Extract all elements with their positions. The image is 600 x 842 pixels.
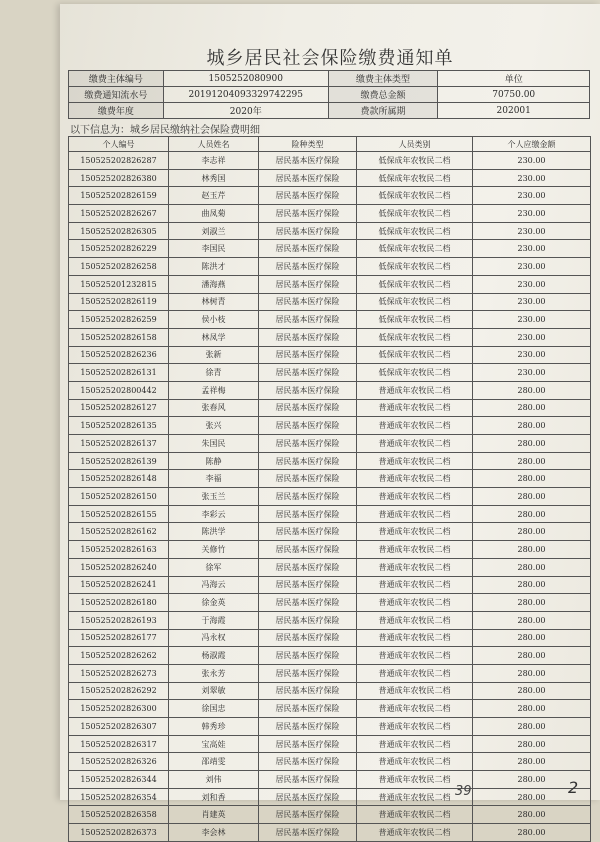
cell-person-category: 低保成年农牧民二档	[357, 240, 473, 258]
cell-person-name: 李国民	[169, 240, 259, 258]
table-row	[69, 647, 591, 665]
cell-person-category: 普通成年农牧民二档	[357, 452, 473, 470]
cell-person-category: 低保成年农牧民二档	[357, 187, 473, 205]
table-row	[69, 753, 591, 771]
table-row	[69, 328, 591, 346]
cell-person-id: 150525202826162	[69, 523, 169, 541]
cell-amount-due: 230.00	[473, 258, 591, 276]
cell-insurance-type: 居民基本医疗保险	[259, 664, 357, 682]
cell-person-name: 张春风	[169, 399, 259, 417]
cell-person-category: 普通成年农牧民二档	[357, 629, 473, 647]
cell-person-name: 张永芳	[169, 664, 259, 682]
cell-person-category: 普通成年农牧民二档	[357, 682, 473, 700]
cell-person-category: 普通成年农牧民二档	[357, 806, 473, 824]
table-row	[69, 735, 591, 753]
cell-person-name: 徐金英	[169, 594, 259, 612]
cell-amount-due: 230.00	[473, 169, 591, 187]
cell-person-category: 普通成年农牧民二档	[357, 611, 473, 629]
cell-insurance-type: 居民基本医疗保险	[259, 523, 357, 541]
table-row	[69, 629, 591, 647]
cell-person-id: 150525202826155	[69, 505, 169, 523]
table-row	[69, 346, 591, 364]
cell-person-category: 普通成年农牧民二档	[357, 435, 473, 453]
cell-insurance-type: 居民基本医疗保险	[259, 682, 357, 700]
cell-amount-due: 280.00	[473, 505, 591, 523]
table-row	[69, 417, 591, 435]
cell-amount-due: 280.00	[473, 718, 591, 736]
cell-person-name: 宝高娃	[169, 735, 259, 753]
cell-amount-due: 280.00	[473, 417, 591, 435]
cell-person-id: 150525202826305	[69, 222, 169, 240]
table-row	[69, 470, 591, 488]
cell-insurance-type: 居民基本医疗保险	[259, 753, 357, 771]
cell-person-id: 150525202826262	[69, 647, 169, 665]
cell-person-id: 150525202826380	[69, 169, 169, 187]
year-label: 缴费年度	[69, 103, 164, 119]
cell-person-id: 150525202826267	[69, 205, 169, 223]
cell-person-id: 150525202826148	[69, 470, 169, 488]
cell-insurance-type: 居民基本医疗保险	[259, 293, 357, 311]
cell-person-name: 林凤学	[169, 328, 259, 346]
cell-person-category: 普通成年农牧民二档	[357, 771, 473, 789]
table-row	[69, 258, 591, 276]
cell-amount-due: 280.00	[473, 488, 591, 506]
cell-insurance-type: 居民基本医疗保险	[259, 417, 357, 435]
cell-person-category: 普通成年农牧民二档	[357, 753, 473, 771]
cell-person-id: 150525202826177	[69, 629, 169, 647]
cell-amount-due: 230.00	[473, 222, 591, 240]
cell-amount-due: 280.00	[473, 381, 591, 399]
cell-person-id: 150525202826292	[69, 682, 169, 700]
cell-insurance-type: 居民基本医疗保险	[259, 505, 357, 523]
notice-sheet	[60, 4, 600, 837]
table-row	[69, 611, 591, 629]
cell-insurance-type: 居民基本医疗保险	[259, 364, 357, 382]
cell-person-category: 低保成年农牧民二档	[357, 328, 473, 346]
unit-code-value: 1505252080900	[163, 71, 328, 87]
cell-person-category: 普通成年农牧民二档	[357, 488, 473, 506]
cell-person-id: 150525202826307	[69, 718, 169, 736]
cell-insurance-type: 居民基本医疗保险	[259, 240, 357, 258]
cell-amount-due: 280.00	[473, 735, 591, 753]
cell-person-name: 刘和香	[169, 788, 259, 806]
cell-insurance-type: 居民基本医疗保险	[259, 700, 357, 718]
cell-amount-due: 280.00	[473, 788, 591, 806]
cell-person-id: 150525202826119	[69, 293, 169, 311]
cell-person-id: 150525202826158	[69, 328, 169, 346]
cell-amount-due: 280.00	[473, 824, 591, 842]
cell-insurance-type: 居民基本医疗保险	[259, 222, 357, 240]
cell-amount-due: 280.00	[473, 399, 591, 417]
cell-person-name: 林树青	[169, 293, 259, 311]
notice-no-label: 缴费通知流水号	[69, 87, 164, 103]
cell-person-category: 普通成年农牧民二档	[357, 541, 473, 559]
cell-person-name: 冯永权	[169, 629, 259, 647]
cell-insurance-type: 居民基本医疗保险	[259, 435, 357, 453]
cell-person-name: 陈静	[169, 452, 259, 470]
cell-insurance-type: 居民基本医疗保险	[259, 205, 357, 223]
cell-person-name: 刘伟	[169, 771, 259, 789]
unit-code-label: 缴费主体编号	[69, 71, 164, 87]
cell-insurance-type: 居民基本医疗保险	[259, 452, 357, 470]
cell-person-name: 朱国民	[169, 435, 259, 453]
cell-amount-due: 280.00	[473, 576, 591, 594]
cell-insurance-type: 居民基本医疗保险	[259, 381, 357, 399]
cell-amount-due: 230.00	[473, 311, 591, 329]
cell-person-name: 曲凤菊	[169, 205, 259, 223]
cell-insurance-type: 居民基本医疗保险	[259, 311, 357, 329]
table-row	[69, 364, 591, 382]
cell-person-id: 150525202800442	[69, 381, 169, 399]
cell-person-name: 陈洪学	[169, 523, 259, 541]
cell-person-name: 李彩云	[169, 505, 259, 523]
table-row	[69, 771, 591, 789]
detail-header-row	[69, 137, 591, 152]
cell-person-id: 150525202826326	[69, 753, 169, 771]
detail-table	[68, 136, 591, 842]
cell-person-name: 徐军	[169, 558, 259, 576]
table-row	[69, 788, 591, 806]
cell-person-name: 关修竹	[169, 541, 259, 559]
cell-person-name: 李会林	[169, 824, 259, 842]
cell-person-id: 150525202826358	[69, 806, 169, 824]
table-row	[69, 541, 591, 559]
unit-type-label: 缴费主体类型	[328, 71, 438, 87]
cell-person-name: 李志祥	[169, 152, 259, 170]
cell-person-category: 普通成年农牧民二档	[357, 558, 473, 576]
cell-person-name: 肖建英	[169, 806, 259, 824]
cell-insurance-type: 居民基本医疗保险	[259, 558, 357, 576]
table-row	[69, 558, 591, 576]
cell-person-name: 刘淑兰	[169, 222, 259, 240]
cell-amount-due: 280.00	[473, 523, 591, 541]
cell-insurance-type: 居民基本医疗保险	[259, 169, 357, 187]
cell-person-name: 张兴	[169, 417, 259, 435]
cell-person-category: 普通成年农牧民二档	[357, 735, 473, 753]
cell-person-id: 150525202826150	[69, 488, 169, 506]
table-row	[69, 381, 591, 399]
column-header-insurance-type: 险种类型	[259, 137, 357, 152]
cell-person-id: 150525202826344	[69, 771, 169, 789]
cell-person-category: 普通成年农牧民二档	[357, 824, 473, 842]
year-value: 2020年	[163, 103, 328, 119]
cell-person-id: 150525201232815	[69, 275, 169, 293]
cell-person-category: 普通成年农牧民二档	[357, 576, 473, 594]
cell-amount-due: 230.00	[473, 275, 591, 293]
cell-amount-due: 230.00	[473, 293, 591, 311]
notice-no-value: 20191204093329742295	[163, 87, 328, 103]
cell-person-category: 低保成年农牧民二档	[357, 364, 473, 382]
cell-insurance-type: 居民基本医疗保险	[259, 346, 357, 364]
cell-person-id: 150525202826193	[69, 611, 169, 629]
cell-person-category: 低保成年农牧民二档	[357, 152, 473, 170]
cell-person-id: 150525202826236	[69, 346, 169, 364]
cell-insurance-type: 居民基本医疗保险	[259, 275, 357, 293]
cell-insurance-type: 居民基本医疗保险	[259, 328, 357, 346]
cell-amount-due: 280.00	[473, 541, 591, 559]
cell-amount-due: 280.00	[473, 470, 591, 488]
cell-person-id: 150525202826273	[69, 664, 169, 682]
cell-amount-due: 280.00	[473, 629, 591, 647]
unit-type-value: 单位	[438, 71, 590, 87]
handwritten-corner-mark: 2	[568, 778, 579, 797]
cell-insurance-type: 居民基本医疗保险	[259, 470, 357, 488]
cell-person-category: 普通成年农牧民二档	[357, 647, 473, 665]
cell-insurance-type: 居民基本医疗保险	[259, 806, 357, 824]
cell-person-id: 150525202826317	[69, 735, 169, 753]
table-row	[69, 222, 591, 240]
column-header-person-id: 个人编号	[69, 137, 169, 152]
table-row	[69, 169, 591, 187]
total-value: 70750.00	[438, 87, 590, 103]
table-row	[69, 718, 591, 736]
cell-person-category: 低保成年农牧民二档	[357, 293, 473, 311]
cell-amount-due: 280.00	[473, 753, 591, 771]
cell-person-category: 低保成年农牧民二档	[357, 311, 473, 329]
cell-person-name: 赵玉芹	[169, 187, 259, 205]
cell-amount-due: 280.00	[473, 806, 591, 824]
cell-person-id: 150525202826127	[69, 399, 169, 417]
table-row	[69, 399, 591, 417]
cell-person-id: 150525202826180	[69, 594, 169, 612]
cell-insurance-type: 居民基本医疗保险	[259, 629, 357, 647]
cell-person-category: 低保成年农牧民二档	[357, 205, 473, 223]
cell-person-category: 普通成年农牧民二档	[357, 788, 473, 806]
table-row	[69, 435, 591, 453]
cell-insurance-type: 居民基本医疗保险	[259, 152, 357, 170]
cell-person-id: 150525202826163	[69, 541, 169, 559]
cell-amount-due: 280.00	[473, 558, 591, 576]
table-row	[69, 275, 591, 293]
table-row	[69, 824, 591, 842]
document-title: 城乡居民社会保险缴费通知单	[206, 48, 454, 69]
table-row	[69, 311, 591, 329]
table-row	[69, 682, 591, 700]
table-row	[69, 488, 591, 506]
cell-person-category: 普通成年农牧民二档	[357, 664, 473, 682]
cell-amount-due: 230.00	[473, 328, 591, 346]
table-row	[69, 205, 591, 223]
cell-amount-due: 230.00	[473, 346, 591, 364]
cell-person-name: 陈洪才	[169, 258, 259, 276]
cell-amount-due: 230.00	[473, 364, 591, 382]
column-header-amount-due: 个人应缴金额	[473, 137, 591, 152]
cell-person-category: 普通成年农牧民二档	[357, 700, 473, 718]
cell-person-name: 张新	[169, 346, 259, 364]
cell-person-id: 150525202826258	[69, 258, 169, 276]
cell-amount-due: 230.00	[473, 240, 591, 258]
cell-insurance-type: 居民基本医疗保险	[259, 771, 357, 789]
cell-person-category: 普通成年农牧民二档	[357, 718, 473, 736]
cell-insurance-type: 居民基本医疗保险	[259, 488, 357, 506]
cell-person-name: 潘海燕	[169, 275, 259, 293]
cell-person-category: 低保成年农牧民二档	[357, 169, 473, 187]
cell-amount-due: 280.00	[473, 452, 591, 470]
cell-person-name: 冯海云	[169, 576, 259, 594]
cell-person-name: 张玉兰	[169, 488, 259, 506]
cell-insurance-type: 居民基本医疗保险	[259, 718, 357, 736]
cell-amount-due: 280.00	[473, 647, 591, 665]
cell-insurance-type: 居民基本医疗保险	[259, 824, 357, 842]
cell-person-category: 普通成年农牧民二档	[357, 594, 473, 612]
cell-person-category: 低保成年农牧民二档	[357, 258, 473, 276]
cell-person-name: 孟祥梅	[169, 381, 259, 399]
cell-insurance-type: 居民基本医疗保险	[259, 541, 357, 559]
cell-person-category: 低保成年农牧民二档	[357, 346, 473, 364]
cell-amount-due: 280.00	[473, 771, 591, 789]
cell-person-name: 刘翠敏	[169, 682, 259, 700]
cell-person-category: 普通成年农牧民二档	[357, 399, 473, 417]
table-row	[69, 806, 591, 824]
cell-amount-due: 280.00	[473, 682, 591, 700]
cell-person-category: 普通成年农牧民二档	[357, 470, 473, 488]
cell-insurance-type: 居民基本医疗保险	[259, 258, 357, 276]
cell-person-name: 徐青	[169, 364, 259, 382]
info-line: 以下信息为：城乡居民缴纳社会保险费明细	[70, 125, 260, 136]
cell-person-id: 150525202826287	[69, 152, 169, 170]
cell-person-name: 韩秀珍	[169, 718, 259, 736]
cell-person-name: 侯小枝	[169, 311, 259, 329]
table-row	[69, 523, 591, 541]
cell-person-id: 150525202826300	[69, 700, 169, 718]
cell-insurance-type: 居民基本医疗保险	[259, 788, 357, 806]
cell-person-category: 普通成年农牧民二档	[357, 381, 473, 399]
cell-insurance-type: 居民基本医疗保险	[259, 594, 357, 612]
cell-person-id: 150525202826373	[69, 824, 169, 842]
cell-person-category: 普通成年农牧民二档	[357, 523, 473, 541]
table-row	[69, 664, 591, 682]
cell-person-name: 徐国忠	[169, 700, 259, 718]
cell-insurance-type: 居民基本医疗保险	[259, 647, 357, 665]
cell-person-name: 邵靖雯	[169, 753, 259, 771]
cell-insurance-type: 居民基本医疗保险	[259, 735, 357, 753]
cell-person-name: 于海霞	[169, 611, 259, 629]
cell-amount-due: 230.00	[473, 152, 591, 170]
cell-person-id: 150525202826159	[69, 187, 169, 205]
table-row	[69, 576, 591, 594]
table-row	[69, 700, 591, 718]
table-row	[69, 187, 591, 205]
cell-person-name: 林秀国	[169, 169, 259, 187]
period-label: 费款所属期	[328, 103, 438, 119]
table-row	[69, 594, 591, 612]
cell-amount-due: 280.00	[473, 664, 591, 682]
total-label: 缴费总金额	[328, 87, 438, 103]
cell-person-category: 低保成年农牧民二档	[357, 275, 473, 293]
table-row	[69, 152, 591, 170]
header-table	[68, 70, 590, 119]
column-header-person-name: 人员姓名	[169, 137, 259, 152]
cell-person-category: 低保成年农牧民二档	[357, 222, 473, 240]
handwritten-page-mark: 39	[455, 784, 472, 799]
cell-insurance-type: 居民基本医疗保险	[259, 611, 357, 629]
cell-person-id: 150525202826229	[69, 240, 169, 258]
cell-person-id: 150525202826139	[69, 452, 169, 470]
cell-person-name: 李福	[169, 470, 259, 488]
cell-person-id: 150525202826240	[69, 558, 169, 576]
cell-insurance-type: 居民基本医疗保险	[259, 187, 357, 205]
cell-amount-due: 280.00	[473, 594, 591, 612]
cell-person-category: 普通成年农牧民二档	[357, 417, 473, 435]
table-row	[69, 452, 591, 470]
cell-insurance-type: 居民基本医疗保险	[259, 576, 357, 594]
cell-amount-due: 280.00	[473, 611, 591, 629]
column-header-person-category: 人员类别	[357, 137, 473, 152]
cell-person-id: 150525202826137	[69, 435, 169, 453]
table-row	[69, 293, 591, 311]
cell-insurance-type: 居民基本医疗保险	[259, 399, 357, 417]
cell-amount-due: 280.00	[473, 700, 591, 718]
cell-person-id: 150525202826135	[69, 417, 169, 435]
cell-person-id: 150525202826131	[69, 364, 169, 382]
table-row	[69, 505, 591, 523]
cell-amount-due: 230.00	[473, 187, 591, 205]
cell-person-id: 150525202826241	[69, 576, 169, 594]
table-row	[69, 240, 591, 258]
cell-amount-due: 230.00	[473, 205, 591, 223]
cell-person-id: 150525202826259	[69, 311, 169, 329]
cell-person-name: 杨淑霞	[169, 647, 259, 665]
cell-amount-due: 280.00	[473, 435, 591, 453]
period-value: 202001	[438, 103, 590, 119]
cell-person-category: 普通成年农牧民二档	[357, 505, 473, 523]
cell-person-id: 150525202826354	[69, 788, 169, 806]
